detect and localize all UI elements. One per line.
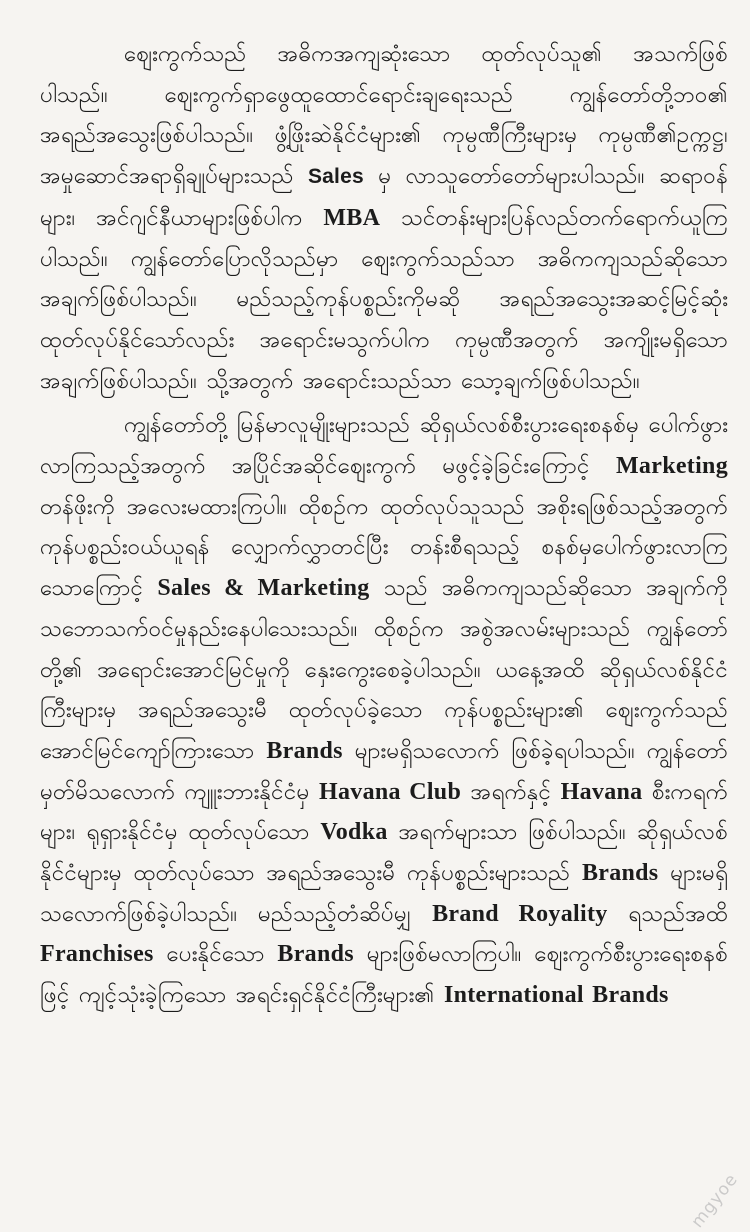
term-franchises: Franchises [40,941,154,968]
text-segment: ကျွန်တော်တို့ မြန်မာလူမျိုးများသည် ဆိုရှယ်လစ်စီးပွားရေးစနစ်မှ ပေါက်ဖွားလာကြသည့်အတွက် အပြိုင်အဆိုင်ဈေးကွက် မဖွင့်ခဲ့ခြင်းကြောင့် [40,412,728,480]
text-segment: စီးကရက်များ၊ ရုရှားနိုင်ငံမှ ထုတ်လုပ်သော [40,778,728,846]
text-segment: အရက်နှင့် [461,778,561,805]
text-segment: များမရှိသလောက်ဖြစ်ခဲ့ပါသည်။ မည်သည့်တံဆိပ်မျှ [40,860,728,927]
term-sales: Sales [307,165,364,189]
text-segment: များဖြစ်မလာကြပါ။ ဈေးကွက်စီးပွားရေးစနစ်ဖြင့် ကျင့်သုံးခဲ့ကြသော အရင်းရှင်နိုင်ငံကြီးများ၏ [40,941,728,1009]
paragraph-2 [40,405,728,1016]
term-marketing: Marketing [615,453,728,480]
text-segment: ရသည်အထိ [607,900,728,927]
text-segment: တန်ဖိုးကို အလေးမထားကြပါ။ ထိုစဉ်က ထုတ်လုပ်သူသည် အစိုးရဖြစ်သည့်အတွက် ကုန်ပစ္စည်းဝယ်ယူရန် လျှောက်လွှာတင်ပြီး တန်းစီရသည့် စနစ်မှပေါက်ဖွားလာကြသောကြောင့် [40,493,728,602]
term-vodka: Vodka [320,819,388,846]
text-segment: ပေးနိုင်သော [153,941,278,968]
term-sales-marketing: Sales & Marketing [157,575,370,602]
watermark: mgyoe [687,1169,742,1232]
text-segment: မှ လာသူတော်တော်များပါသည်။ ဆရာဝန်များ၊ အင်ဂျင်နီယာများဖြစ်ပါက [40,163,728,231]
term-brands: Brands [266,737,343,764]
term-brands: Brands [277,941,354,968]
text-segment: အရက်များသာ ဖြစ်ပါသည်။ ဆိုရှယ်လစ်နိုင်ငံများမှ ထုတ်လုပ်သော အရည်အသွေးမီ ကုန်ပစ္စည်းများသည် [40,819,728,887]
text-segment: များမရှိသလောက် ဖြစ်ခဲ့ရပါသည်။ ကျွန်တော်မှတ်မိသလောက် ကျူးဘားနိုင်ငံမှ [40,737,728,805]
term-havana-club: Havana Club [319,778,462,805]
term-mba: MBA [323,204,381,231]
term-brands: Brands [581,860,659,887]
term-brand-royality: Brand Royality [432,900,608,927]
term-havana: Havana [560,778,643,805]
text-segment: သင်တန်းများပြန်လည်တက်ရောက်ယူကြပါသည်။ ကျွန်တော်ပြောလိုသည်မှာ ဈေးကွက်သည်သာ အဓိကကျသည်ဆိုသော အချက်ဖြစ်ပါသည်။ မည်သည့်ကုန်ပစ္စည်းကိုမဆို အရည်အသွေးအဆင့်မြင့်ဆုံး ထုတ်လုပ်နိုင်သော်လည်း အရောင်းမသွက်ပါက ကုမ္ပဏီအတွက် အကျိုးမရှိသော အချက်ဖြစ်ပါသည်။ သို့အတွက် အရောင်းသည်သာ သော့ချက်ဖြစ်ပါသည်။ [40,204,728,394]
text-segment: သည် အဓိကကျသည်ဆိုသော အချက်ကိုသဘောသက်ဝင်မှုနည်းနေပါသေးသည်။ ထိုစဉ်က အစွဲအလမ်းများသည် ကျွန်တော်တို့၏ အရောင်းအောင်မြင်မှုကို နှေးကွေးစေခဲ့ပါသည်။ ယနေ့အထိ ဆိုရှယ်လစ်နိုင်ငံကြီးများမှ အရည်အသွေးမီ ထုတ်လုပ်ခဲ့သော ကုန်ပစ္စည်းများ၏ ဈေးကွက်သည် အောင်မြင်ကျော်ကြားသော [40,575,728,764]
text-segment: ဈေးကွက်သည် အဓိကအကျဆုံးသော ထုတ်လုပ်သူ၏ အသက်ဖြစ်ပါသည်။ ဈေးကွက်ရှာဖွေထူထောင်ရောင်းချရေးသည် ကျွန်တော်တို့ဘဝ၏ အရည်အသွေးဖြစ်ပါသည်။ ဖွံ့ဖြိုးဆဲနိုင်ငံများ၏ ကုမ္ပဏီကြီးများမှ ကုမ္ပဏီ၏ဥက္ကဋ္ဌ၊ အမှုဆောင်အရာရှိချုပ်များသည် [40,41,728,190]
paragraph-1 [40,34,728,401]
term-international-brands: International Brands [443,982,669,1009]
